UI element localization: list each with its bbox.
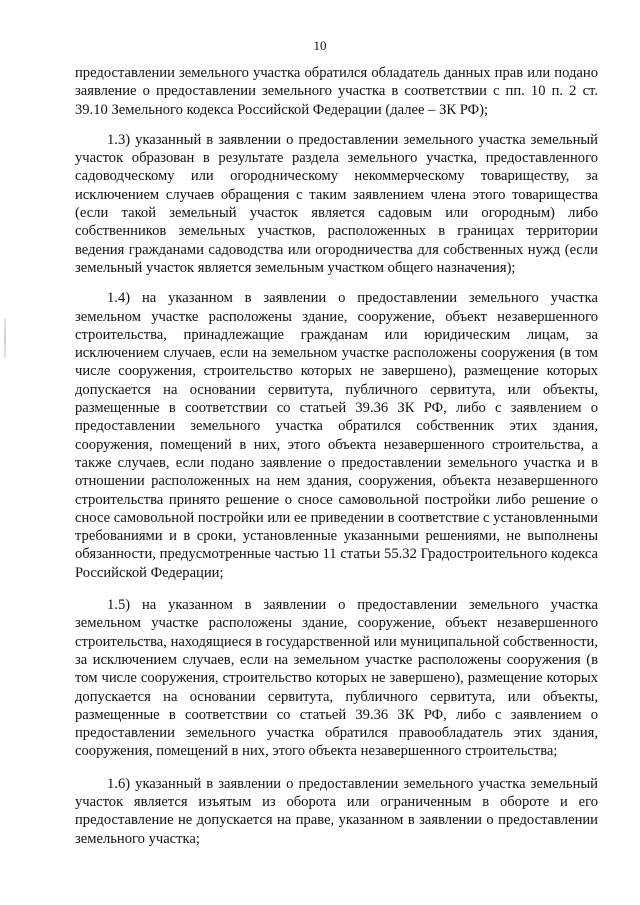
page-number: 10: [313, 38, 327, 53]
paragraph-1-5: 1.5) на указанном в заявлении о предоставлении земельного участка земельном участке расположены здание, сооружение, объект незавершенного строительства, находящиеся в государственной или муниципальной собственности, за исключением случаев, если на земельном участке расположены сооружения (в том числе сооружения, строительство которых не завершено), размещение которых допускается на основании сервитута, публичного сервитута, или объекты, размещенные в соответствии со статьей 39.36 ЗК РФ, либо с заявлением о предоставлении земельного участка обратился правообладатель этих здания, сооружения, помещений в них, этого объекта незавершенного строительства;: [75, 597, 598, 760]
paragraph-intro: предоставлении земельного участка обратился обладатель данных прав или подано заявление о предоставлении земельного участка в соответствии с пп. 10 п. 2 ст. 39.10 Земельного кодекса Российской Федерации (далее – ЗК РФ);: [75, 65, 598, 118]
paragraph-1-3: 1.3) указанный в заявлении о предоставлении земельного участка земельный участок образован в результате раздела земельного участка, предоставленного садоводческому или огородническому некоммерческому товариществу, за исключением случаев обращения с таким заявлением члена этого товарищества (если такой земельный участок является садовым или огородным) либо собственников земельных участков, расположенных в границах территории ведения гражданами садоводства или огородничества для собственных нужд (если земельный участок является земельным участком общего назначения);: [75, 131, 598, 276]
paragraph-1-6: 1.6) указанный в заявлении о предоставлении земельного участка земельный участок является изъятым из оборота или ограниченным в обороте и его предоставление не допускается на праве, указанном в заявлении о предоставлении земельного участка;: [75, 775, 598, 847]
paragraph-1-4: 1.4) на указанном в заявлении о предоставлении земельного участка земельном участке расположены здание, сооружение, объект незавершенного строительства, принадлежащие гражданам или юридическим лицам, за исключением случаев, если на земельном участке расположены сооружения (в том числе сооружения, строительство которых не завершено), размещение которых допускается на основании сервитута, публичного сервитута, или объекты, размещенные в соответствии со статьей 39.36 ЗК РФ, либо с заявлением о предоставлении земельного участка обратился собственник этих здания, сооружения, помещений в них, этого объекта незавершенного строительства, а также случаев, если подано заявление о предоставлении земельного участка и в отношении расположенных на нем здания, сооружения, объекта незавершенного строительства принято решение о сносе самовольной постройки либо решение о сносе самовольной постройки или ее приведении в соответствие с установленными требованиями и в сроки, установленные указанными решениями, не выполнены обязанности, предусмотренные частью 11 статьи 55.32 Градостроительного кодекса Российской Федерации;: [75, 290, 598, 581]
scan-margin-mark: [4, 318, 6, 358]
document-body: [75, 64, 598, 848]
